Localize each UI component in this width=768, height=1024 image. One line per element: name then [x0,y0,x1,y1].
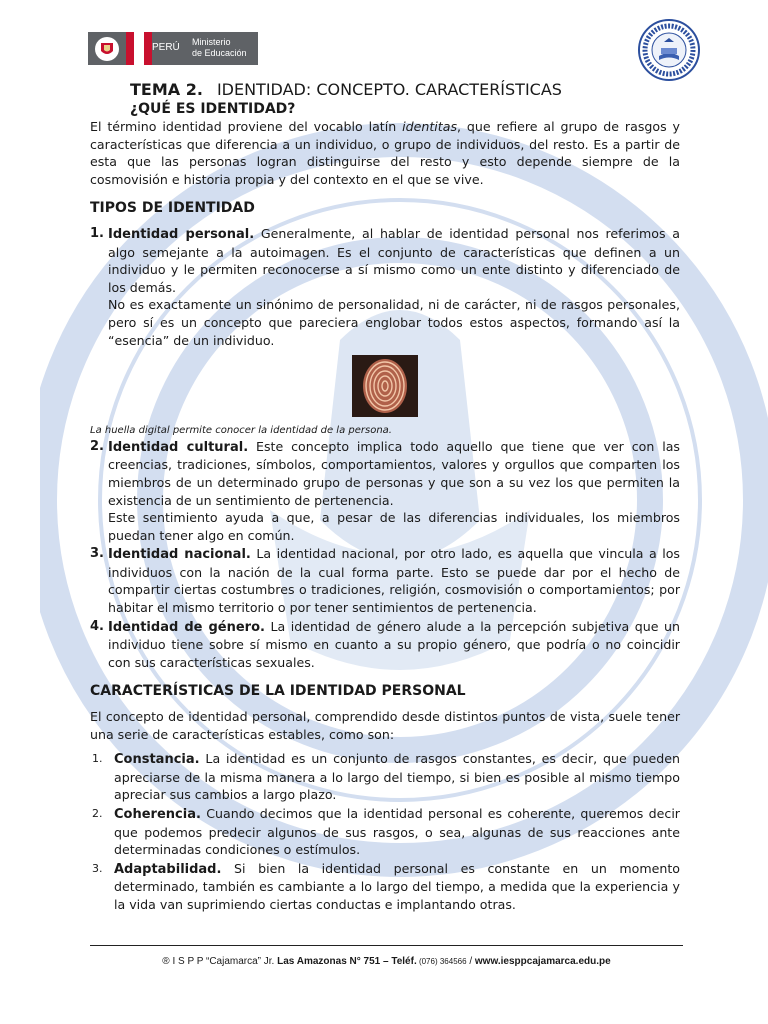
tipos-identidad-list [90,225,680,349]
section2-intro: El concepto de identidad personal, comprendido desde distintos puntos de vista, suele tener una serie de características estables, como son: [90,709,680,742]
list-item: 4. Identidad de género. La identidad de género alude a la percepción subjetiva que un individuo tiene sobre sí mismo en cuanto a su propio género, que podría o no coincidir con sus características sexuales. [90,618,681,670]
caracteristicas-list [90,750,680,913]
list-item: 2. Coherencia. Cuando decimos que la identidad personal es coherente, queremos decir que podemos predecir algunos de sus rasgos, o sea, algunas de sus reacciones ante determinadas condiciones o estímulos. [92,806,680,858]
ministerio-logo [88,32,258,65]
section-heading-caracteristicas: CARACTERÍSTICAS DE LA IDENTIDAD PERSONAL [90,683,466,700]
list-item: 1. Identidad personal. Generalmente, al hablar de identidad personal nos referimos a algo semejante a la autoimagen. Es el conjunto de características que definen a un individuo y le permiten reconocerse a sí mismo como un ente distinto y diferenciado de los demás. No es exactamente un sinónimo de personalidad, ni de carácter, ni de rasgos personales, pero sí es un concepto que pareciera englobar todos estos aspectos, formando así la “esencia” de un individuo. [90,225,681,348]
list-item: 1. Constancia. La identidad es un conjunto de rasgos constantes, es decir, que pueden apreciarse de la misma manera a lo largo del tiempo, si bien es posible al mismo tiempo apreciar sus cambios a largo plazo. [92,751,680,803]
country-label: PERÚ [152,42,180,53]
document-body [90,80,680,915]
tipos-identidad-list-cont [90,438,680,672]
fingerprint-figure [90,355,680,422]
page-footer: ® I S P P “Cajamarca” Jr. Las Amazonas N° 751 – Teléf. (076) 364566 / www.iesppcajamarca.edu.pe [162,956,611,967]
page-title: TEMA 2. IDENTIDAD: CONCEPTO. CARACTERÍSTICAS [130,80,562,99]
list-item: 3. Adaptabilidad. Si bien la identidad personal es constante en un momento determinado, también es cambiante a lo largo del tiempo, a medida que la experiencia y la vida van suprimiendo ciertas conductas e implantando otras. [92,860,680,912]
peru-flag-icon [126,32,152,65]
list-item: 3. Identidad nacional. La identidad nacional, por otro lado, es aquella que vincula a los individuos con la nación de la cual forma parte. Esto se puede dar por el hecho de compartir ciertas costumbres o tradiciones, religión, cosmovisión o comportamientos; por habitar el mismo territorio o por tener sentimientos de pertenencia. [90,546,680,616]
list-item: 2. Identidad cultural. Este concepto implica todo aquello que tiene que ver con las creencias, tradiciones, símbolos, comportamientos, valores y orgullos que comparten los miembros de un determinado grupo de personas y que son a su vez los que permiten la existencia de un sentimiento de pertenencia. Este sentimiento ayuda a que, a pesar de las diferencias individuales, los miembros puedan tener algo en común. [90,438,680,543]
website-link[interactable]: www.iesppcajamarca.edu.pe [474,956,611,967]
page-subtitle: ¿QUÉ ES IDENTIDAD? [130,101,296,117]
fingerprint-image [352,355,418,417]
footer-divider [90,945,683,946]
intro-paragraph: El término identidad proviene del vocablo latín identitas, que refiere al grupo de rasgos y características que diferencia a un individuo, o grupo de individuos, del resto. Es a partir de esta que las personas logran distinguirse del resto y esto depende siempre de la cosmovisión e historia propia y del contexto en el que se vive. [90,119,680,187]
section-heading-tipos: TIPOS DE IDENTIDAD [90,200,255,217]
institute-seal-icon [637,18,701,82]
ministry-label: Ministerio de Educación [192,37,247,58]
list-item-extra: Este sentimiento ayuda a que, a pesar de las diferencias individuales, los miembros puedan tener algo en común. [108,510,680,543]
peru-coat-of-arms-icon [93,35,121,63]
list-item-extra: No es exactamente un sinónimo de personalidad, ni de carácter, ni de rasgos personales, pero sí es un concepto que pareciera englobar todos estos aspectos, formando así la “esencia” de un individuo. [108,297,680,348]
figure-caption: La huella digital permite conocer la identidad de la persona. [90,424,392,436]
page-header [0,0,768,80]
